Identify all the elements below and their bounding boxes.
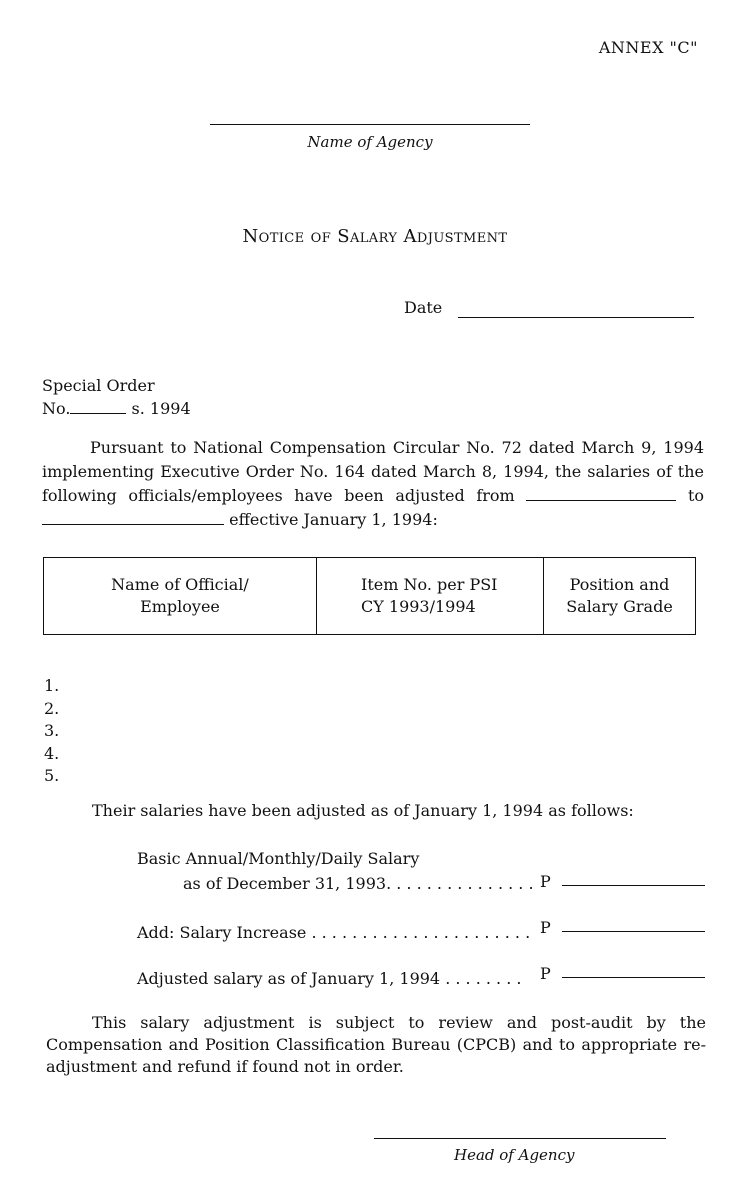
special-order-block bbox=[42, 374, 191, 420]
date-blank-line bbox=[458, 317, 694, 318]
employee-table-header bbox=[43, 557, 696, 635]
agency-signature-line bbox=[210, 124, 530, 125]
date-label: Date bbox=[404, 298, 443, 317]
paragraph-text-part1: Pursuant to National Compensation Circular No. 72 dated March 9, 1994 implementing Executive Order No. 164 dated March 8, 1994, the salaries of the following officials/employees have been adjusted from bbox=[42, 438, 704, 505]
table-header-name-line2: Employee bbox=[140, 597, 220, 616]
table-header-position bbox=[544, 558, 695, 634]
pursuant-paragraph bbox=[42, 436, 704, 532]
head-of-agency-label: Head of Agency bbox=[454, 1146, 575, 1164]
numbered-list bbox=[44, 675, 59, 788]
basic-salary-label-line2: as of December 31, 1993. . . . . . . . . . . . . . . bbox=[183, 874, 534, 893]
special-order-number bbox=[42, 397, 191, 420]
special-order-no-blank bbox=[70, 413, 126, 414]
table-header-position-line1: Position and bbox=[569, 575, 670, 594]
list-item: 4. bbox=[44, 743, 60, 763]
agency-name-label: Name of Agency bbox=[307, 133, 433, 151]
annex-label: ANNEX "C" bbox=[598, 38, 698, 57]
special-order-no-label: No. bbox=[42, 399, 71, 418]
salary-increase-blank bbox=[562, 931, 705, 932]
salary-increase-label: Add: Salary Increase . . . . . . . . . . . . . . . . . . . . . . bbox=[137, 923, 531, 942]
table-header-name bbox=[44, 558, 317, 634]
table-header-item-line1: Item No. per PSI bbox=[361, 575, 498, 594]
table-header-name-line1: Name of Official/ bbox=[111, 575, 249, 594]
salary-increase-currency: P bbox=[540, 918, 551, 937]
from-salary-blank bbox=[526, 500, 676, 501]
basic-salary-label-line1: Basic Annual/Monthly/Daily Salary bbox=[137, 849, 420, 868]
document-title: Notice of Salary Adjustment bbox=[242, 226, 508, 247]
special-order-label: Special Order bbox=[42, 376, 155, 395]
table-header-item-no bbox=[317, 558, 544, 634]
list-item: 2. bbox=[44, 698, 60, 718]
adjusted-salary-currency: P bbox=[540, 964, 551, 983]
list-item: 1. bbox=[44, 676, 60, 695]
basic-salary-blank bbox=[562, 885, 705, 886]
basic-salary-currency: P bbox=[540, 872, 551, 891]
paragraph-to-word: to bbox=[687, 486, 704, 505]
table-header-position-line2: Salary Grade bbox=[566, 597, 673, 616]
list-item: 3. bbox=[44, 721, 60, 740]
special-order-series: s. 1994 bbox=[131, 399, 191, 418]
closing-text: This salary adjustment is subject to review and post-audit by the Compensation and Position Classification Bureau (CPCB) and to appropriate re-adjustment and refund if found not in order. bbox=[46, 1013, 706, 1076]
to-salary-blank bbox=[42, 524, 224, 525]
adjusted-salary-blank bbox=[562, 977, 705, 978]
closing-paragraph bbox=[46, 1012, 706, 1078]
table-header-item-line2: CY 1993/1994 bbox=[361, 597, 476, 616]
head-signature-line bbox=[374, 1138, 666, 1139]
paragraph-text-part2: effective January 1, 1994: bbox=[229, 510, 438, 529]
salaries-intro: Their salaries have been adjusted as of January 1, 1994 as follows: bbox=[92, 801, 634, 820]
adjusted-salary-label: Adjusted salary as of January 1, 1994 . . . . . . . . bbox=[137, 969, 522, 988]
list-item: 5. bbox=[44, 766, 60, 785]
